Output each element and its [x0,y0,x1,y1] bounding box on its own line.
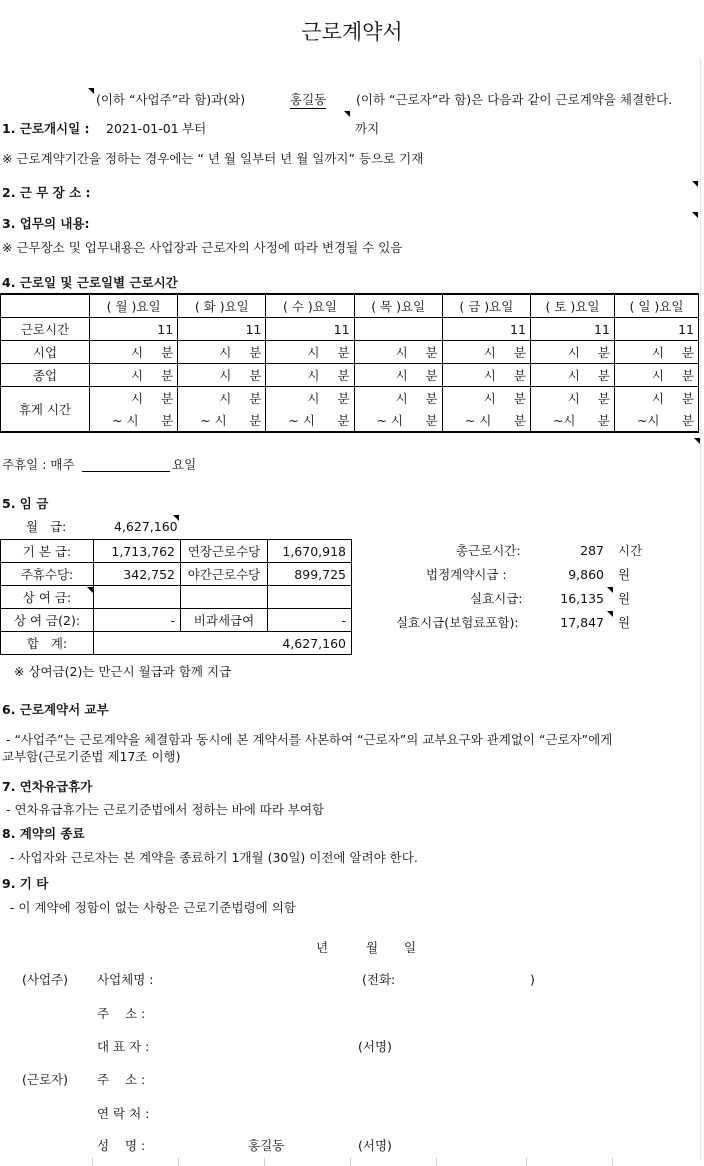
s9-text: - 이 계약에 정함이 없는 사항은 근로기준법령에 의함 [2,900,296,915]
grid-tick [92,1158,93,1166]
start-time-cell[interactable]: 시 분 [354,341,442,364]
table-row [1,563,352,586]
start-time-cell[interactable]: 시 분 [614,341,698,364]
break-start-cell[interactable]: 시 분 [90,387,178,410]
overtime-label: 연장근로수당 [181,540,268,563]
s1-note: ※ 근로계약기간을 정하는 경우에는 “ 년 월 일부터 년 월 일까지” 등으로 기재 [2,151,424,166]
cell-marker-icon [173,515,179,521]
employer-address-label: 주 소 : [97,1006,146,1021]
empty-cell [181,586,268,609]
break-end-cell[interactable]: ~ 시 분 [178,409,266,432]
weekly-rest-suffix: 요일 [172,457,197,472]
corner-cell [1,294,90,318]
monthly-value: 4,627,160 [114,519,178,534]
s1-heading: 1. 근로개시일 : [2,121,90,136]
summary-value: 287 [580,543,604,558]
hours-cell[interactable]: 11 [178,318,266,341]
day-header: ( 수 )요일 [266,294,354,318]
intro-part2: (이하 “근로자”라 함)은 다음과 같이 근로계약을 체결한다. [356,92,673,107]
summary-value: 9,860 [568,567,604,582]
row-label: 근로시간 [1,318,90,341]
end-time-cell[interactable]: 시 분 [530,364,614,387]
s4-heading: 4. 근로일 및 근로일별 근로시간 [2,275,178,290]
employee-label: (근로자) [22,1072,68,1087]
row-label: 종업 [1,364,90,387]
start-time-cell[interactable]: 시 분 [266,341,354,364]
table-row [1,294,699,318]
start-time-cell[interactable]: 시 분 [178,341,266,364]
base-label: 기 본 급: [1,540,94,563]
day-header: ( 토 )요일 [530,294,614,318]
monthly-label: 월 급: [26,519,67,534]
grid-tick [436,1158,437,1166]
employee-name: 홍길동 [248,1138,285,1153]
s3-note: ※ 근무장소 및 업무내용은 사업장과 근로자의 사정에 따라 변경될 수 있음 [2,240,403,255]
night-value[interactable]: 899,725 [268,563,352,586]
date-day: 일 [404,940,417,955]
break-start-cell[interactable]: 시 분 [530,387,614,410]
weekly-pay-label: 주휴수당: [1,563,94,586]
cell-marker-icon [87,587,93,593]
table-row [1,540,352,563]
end-time-cell[interactable]: 시 분 [614,364,698,387]
summary-value: 16,135 [560,591,604,606]
employee-name-label: 성 명 : [97,1138,146,1153]
grid-tick [526,1158,527,1166]
table-row [1,318,699,341]
day-header: ( 목 )요일 [354,294,442,318]
row-label: 시업 [1,341,90,364]
cell-marker-icon [607,611,613,617]
cell-marker-icon [694,438,700,444]
hours-cell[interactable]: 11 [266,318,354,341]
end-time-cell[interactable]: 시 분 [442,364,530,387]
break-end-cell[interactable]: ~ 시 분 [354,409,442,432]
intro-part1: (이하 “사업주”라 함)과(와) [96,92,246,107]
cell-marker-icon [607,587,613,593]
phone-label: (전화: [362,972,396,987]
table-row [1,341,699,364]
employer-signature[interactable]: (서명) [358,1039,392,1054]
cell-marker-icon [692,212,698,218]
cell-marker-icon [344,111,350,117]
weekly-rest-blank[interactable] [82,457,170,472]
company-name-label: 사업체명 : [97,972,154,987]
base-value[interactable]: 1,713,762 [94,540,181,563]
representative-label: 대 표 자 : [97,1039,150,1054]
cell-marker-icon [88,88,94,94]
table-row [1,609,352,632]
empty-cell [268,586,352,609]
hours-cell[interactable]: 11 [442,318,530,341]
summary-unit: 원 [618,615,631,630]
table-row [1,387,699,410]
break-end-cell[interactable]: ~ 시 분 [90,409,178,432]
s7-text: - 연차유급휴가는 근로기준법에서 정하는 바에 따라 부여함 [2,802,325,817]
table-row [1,586,352,609]
day-header: ( 월 )요일 [90,294,178,318]
s1-until: 까지 [355,121,380,136]
break-end-cell[interactable]: ~ 시 분 [266,409,354,432]
start-time-cell[interactable]: 시 분 [90,341,178,364]
page-edge [700,60,701,1160]
summary-label: 실효시급(보험료포함): [396,615,519,630]
day-header: ( 금 )요일 [442,294,530,318]
summary-label: 법정계약시급 : [426,567,507,582]
s5-heading: 5. 임 금 [2,496,49,511]
end-time-cell[interactable]: 시 분 [354,364,442,387]
weekly-rest-label: 주휴일 : 매주 [2,457,75,472]
cell-marker-icon [692,181,698,187]
break-end-cell[interactable]: ~ 시 분 [442,409,530,432]
break-end-cell[interactable]: ~시 분 [614,409,698,432]
bonus2-value[interactable]: - [94,609,181,632]
document-title: 근로계약서 [301,20,403,44]
grid-tick [612,1158,613,1166]
weekly-pay-value[interactable]: 342,752 [94,563,181,586]
employee-contact-label: 연 락 처 : [97,1106,150,1121]
hours-cell[interactable]: 11 [614,318,698,341]
work-hours-table [0,293,699,433]
s5-note: ※ 상여금(2)는 만근시 월급과 함께 지급 [14,664,232,679]
night-label: 야간근로수당 [181,563,268,586]
s1-start-date: 2021-01-01 [106,121,179,136]
employee-signature[interactable]: (서명) [358,1138,392,1153]
s8-heading: 8. 계약의 종료 [2,826,85,841]
summary-unit: 원 [618,591,631,606]
start-time-cell[interactable]: 시 분 [442,341,530,364]
total-value: 4,627,160 [94,632,352,655]
end-time-cell[interactable]: 시 분 [90,364,178,387]
hours-cell[interactable] [354,318,442,341]
employer-label: (사업주) [22,972,68,987]
employee-address-label: 주 소 : [97,1072,146,1087]
break-start-cell[interactable]: 시 분 [614,387,698,410]
overtime-value[interactable]: 1,670,918 [268,540,352,563]
s1-from: 부터 [182,121,207,136]
s6-heading: 6. 근로계약서 교부 [2,702,109,717]
bonus2-label: 상 여 금(2): [1,609,94,632]
day-header: ( 일 )요일 [614,294,698,318]
s9-heading: 9. 기 타 [2,876,49,891]
break-start-cell[interactable]: 시 분 [442,387,530,410]
start-time-cell[interactable]: 시 분 [530,341,614,364]
grid-tick [178,1158,179,1166]
nontax-value[interactable]: - [268,609,352,632]
hours-cell[interactable]: 11 [530,318,614,341]
grid-tick [264,1158,265,1166]
break-end-cell[interactable]: ~시 분 [530,409,614,432]
s6-line2: 교부함(근로기준법 제17조 이행) [2,749,181,764]
nontax-label: 비과세급여 [181,609,268,632]
date-year: 년 [316,940,329,955]
day-header: ( 화 )요일 [178,294,266,318]
s2-heading: 2. 근 무 장 소 : [2,185,91,200]
row-label: 휴게 시간 [1,387,90,433]
break-start-cell[interactable]: 시 분 [266,387,354,410]
phone-close: ) [530,972,535,987]
summary-label: 총근로시간: [456,543,521,558]
s6-line1: - “사업주”는 근로계약을 체결함과 동시에 본 계약서를 사본하여 “근로자”의 교부요구와 관계없이 “근로자”에게 [2,732,613,747]
grid-tick [350,1158,351,1166]
intro-worker-name: 홍길동 [290,92,327,107]
s3-heading: 3. 업무의 내용: [2,216,90,231]
summary-unit: 원 [618,567,631,582]
break-start-cell[interactable]: 시 분 [354,387,442,410]
total-label: 합 계: [1,632,94,655]
end-time-cell[interactable]: 시 분 [178,364,266,387]
summary-value: 17,847 [560,615,604,630]
hours-cell[interactable]: 11 [90,318,178,341]
s8-text: - 사업자와 근로자는 본 계약을 종료하기 1개월 (30일) 이전에 알려야 한다. [2,850,418,865]
table-row [1,409,699,432]
table-row [1,632,352,655]
s7-heading: 7. 연차유급휴가 [2,779,93,794]
break-start-cell[interactable]: 시 분 [178,387,266,410]
bonus-value[interactable] [94,586,181,609]
table-row [1,364,699,387]
summary-unit: 시간 [618,543,643,558]
date-month: 월 [366,940,379,955]
bonus-label: 상 여 금: [1,586,94,609]
end-time-cell[interactable]: 시 분 [266,364,354,387]
wage-table [0,539,352,655]
summary-label: 실효시급: [470,591,523,606]
